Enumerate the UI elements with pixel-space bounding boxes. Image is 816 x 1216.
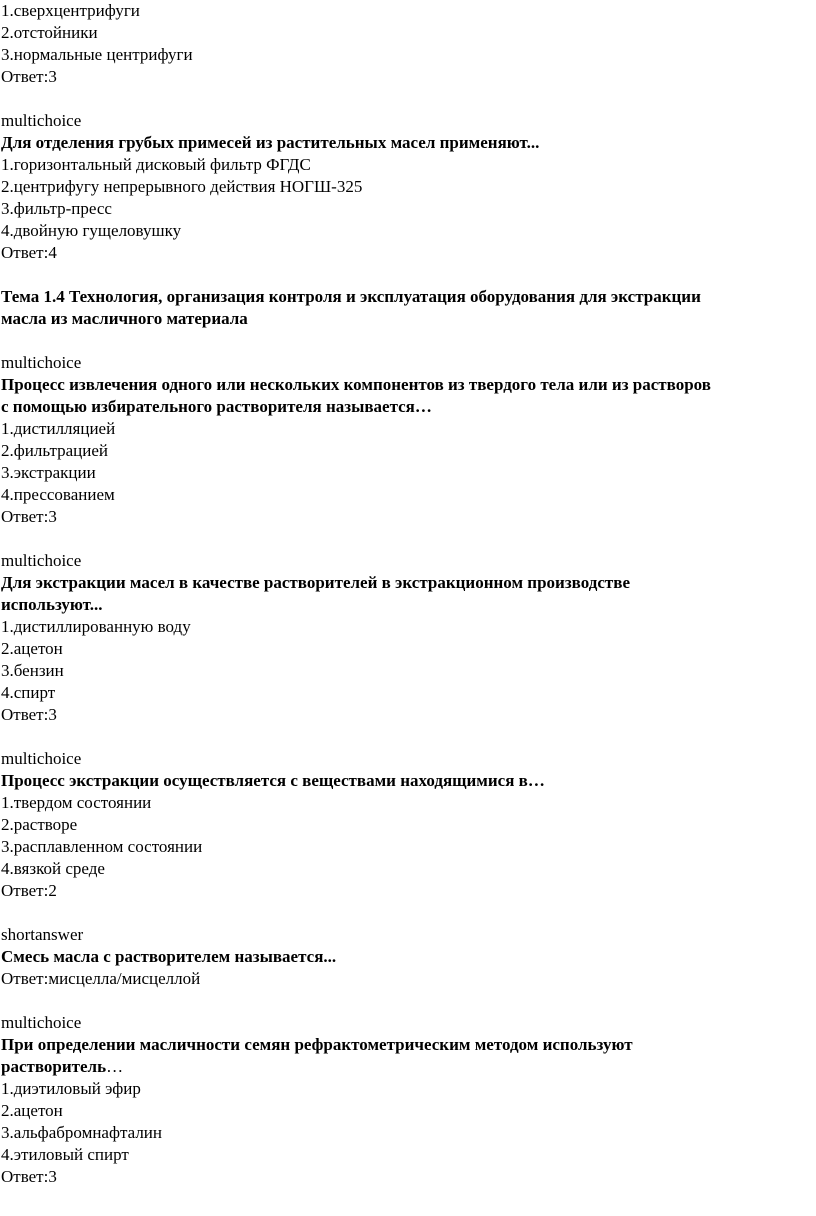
question-block bbox=[1, 748, 815, 902]
question-block bbox=[1, 110, 815, 264]
option: 1.сверхцентрифуги bbox=[1, 1, 140, 20]
question-type: multichoice bbox=[1, 749, 82, 768]
question-type: multichoice bbox=[1, 111, 82, 130]
option: 2.растворе bbox=[1, 815, 78, 834]
option: 4.этиловый спирт bbox=[1, 1145, 129, 1164]
question-text-line2: с помощью избирательного растворителя называется… bbox=[1, 397, 432, 416]
topic-heading-line2: масла из масличного материала bbox=[1, 309, 248, 328]
option: 2.фильтрацией bbox=[1, 441, 108, 460]
question-text-line1: Процесс извлечения одного или нескольких компонентов из твердого тела или из растворов bbox=[1, 375, 711, 394]
option: 3.бензин bbox=[1, 661, 64, 680]
option: 1.твердом состоянии bbox=[1, 793, 152, 812]
question-text-line2-ellipsis: … bbox=[106, 1057, 124, 1076]
option: 1.горизонтальный дисковый фильтр ФГДС bbox=[1, 155, 311, 174]
spacer bbox=[1, 990, 815, 1012]
option: 3.фильтр-пресс bbox=[1, 199, 112, 218]
option: 2.отстойники bbox=[1, 23, 98, 42]
option: 1.дистилляцией bbox=[1, 419, 116, 438]
question-type: multichoice bbox=[1, 353, 82, 372]
question-text-line2 bbox=[1, 1056, 815, 1078]
option: 4.двойную гущеловушку bbox=[1, 221, 182, 240]
option: 2.ацетон bbox=[1, 639, 63, 658]
spacer bbox=[1, 528, 815, 550]
question-text-line1: Для экстракции масел в качестве растворителей в экстракционном производстве bbox=[1, 573, 630, 592]
answer: Ответ:3 bbox=[1, 1167, 57, 1186]
answer: Ответ:3 bbox=[1, 705, 57, 724]
option: 3.альфабромнафталин bbox=[1, 1123, 162, 1142]
spacer bbox=[1, 726, 815, 748]
question-type: multichoice bbox=[1, 551, 82, 570]
question-text: Для отделения грубых примесей из растительных масел применяют... bbox=[1, 133, 540, 152]
question-block bbox=[1, 924, 815, 990]
answer: Ответ:2 bbox=[1, 881, 57, 900]
question-block bbox=[1, 1012, 815, 1188]
question-block bbox=[1, 352, 815, 528]
question-text-line2: используют... bbox=[1, 595, 103, 614]
option: 3.расплавленном состоянии bbox=[1, 837, 203, 856]
option: 4.прессованием bbox=[1, 485, 115, 504]
answer: Ответ:3 bbox=[1, 507, 57, 526]
option: 3.экстракции bbox=[1, 463, 96, 482]
question-text-line2-bold: растворитель bbox=[1, 1057, 107, 1076]
answer: Ответ:мисцелла/мисцеллой bbox=[1, 969, 201, 988]
option: 1.дистиллированную воду bbox=[1, 617, 191, 636]
question-text: Смесь масла с растворителем называется... bbox=[1, 947, 337, 966]
spacer bbox=[1, 330, 815, 352]
option: 4.спирт bbox=[1, 683, 56, 702]
answer: Ответ:3 bbox=[1, 67, 57, 86]
option: 2.ацетон bbox=[1, 1101, 63, 1120]
answer: Ответ:4 bbox=[1, 243, 57, 262]
spacer bbox=[1, 264, 815, 286]
option: 4.вязкой среде bbox=[1, 859, 105, 878]
intro-question-block bbox=[1, 0, 815, 88]
spacer bbox=[1, 902, 815, 924]
spacer bbox=[1, 88, 815, 110]
option: 3.нормальные центрифуги bbox=[1, 45, 193, 64]
question-type: multichoice bbox=[1, 1013, 82, 1032]
question-text: Процесс экстракции осуществляется с веществами находящимися в… bbox=[1, 771, 545, 790]
option: 1.диэтиловый эфир bbox=[1, 1079, 141, 1098]
question-block bbox=[1, 550, 815, 726]
topic-heading bbox=[1, 286, 815, 330]
topic-heading-line1: Тема 1.4 Технология, организация контроля и эксплуатация оборудования для экстракции bbox=[1, 287, 701, 306]
option: 2.центрифугу непрерывного действия НОГШ-325 bbox=[1, 177, 363, 196]
question-text-line1: При определении масличности семян рефрактометрическим методом используют bbox=[1, 1035, 633, 1054]
question-type: shortanswer bbox=[1, 925, 84, 944]
